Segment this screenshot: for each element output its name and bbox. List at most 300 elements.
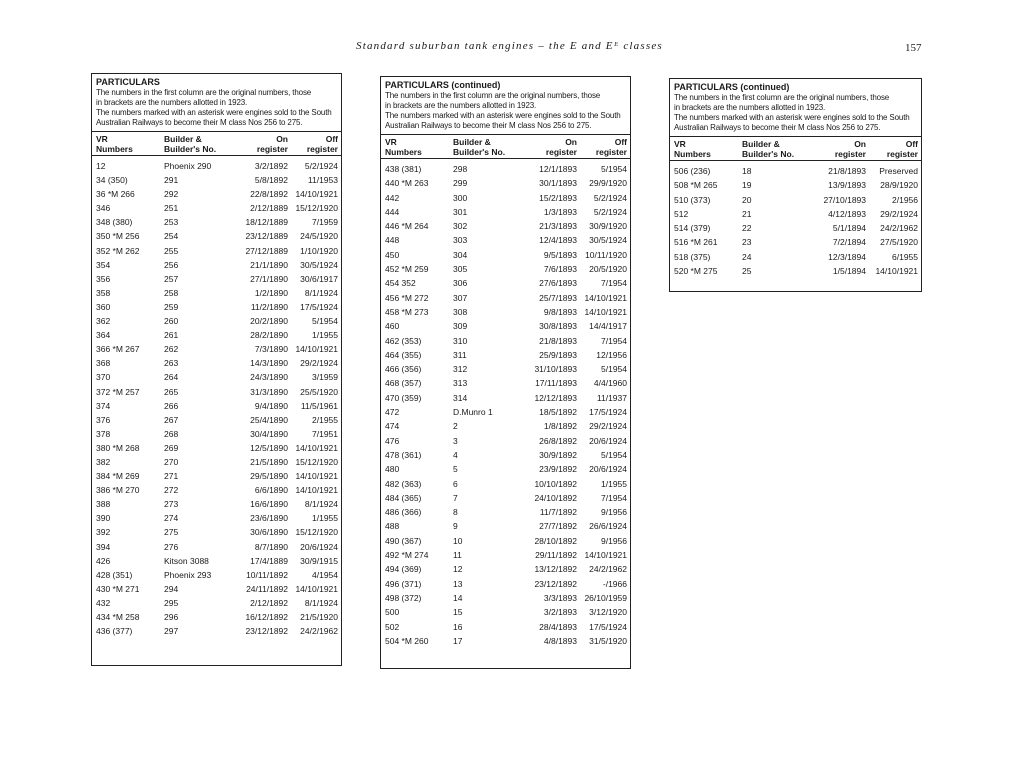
cell-off-register: 14/10/1921 (295, 583, 338, 594)
cell-builder-no: 305 (453, 264, 468, 275)
particulars-panel-2 (380, 76, 631, 669)
table-row (381, 491, 630, 505)
cell-off-register: 7/1951 (312, 428, 338, 439)
cell-on-register: 21/8/1893 (539, 335, 577, 346)
cell-builder-no: 308 (453, 306, 468, 317)
cell-builder-no: 13 (453, 578, 463, 589)
cell-on-register: 27/1/1890 (250, 273, 288, 284)
cell-on-register: 21/3/1893 (539, 221, 577, 232)
cell-builder-no: 17 (453, 635, 463, 646)
cell-builder-no: 253 (164, 217, 179, 228)
cell-on-register: 21/8/1893 (828, 166, 866, 176)
table-row (92, 201, 341, 215)
cell-vr-number: 364 (96, 330, 111, 341)
cell-on-register: 12/12/1893 (534, 392, 577, 403)
cell-on-register: 23/9/1892 (539, 464, 577, 475)
cell-on-register: 23/6/1890 (250, 513, 288, 524)
cell-on-register: 15/2/1893 (539, 192, 577, 203)
cell-off-register: 5/2/1924 (593, 206, 627, 217)
cell-off-register: 1/1955 (312, 330, 338, 341)
table-row (381, 305, 630, 319)
cell-builder-no: 271 (164, 471, 179, 482)
cell-builder-no: 270 (164, 456, 179, 467)
cell-vr-number: 34 (350) (96, 175, 128, 186)
cell-builder-no: 313 (453, 378, 468, 389)
note-line: The numbers in the first column are the original numbers, those (674, 93, 890, 102)
running-head: Standard suburban tank engines – the E and Eᴱ classes (356, 40, 663, 52)
cell-off-register: 2/1956 (892, 194, 918, 205)
cell-on-register: 29/11/1892 (535, 550, 577, 561)
cell-builder-no: 264 (164, 372, 179, 383)
cell-vr-number: 454 352 (385, 278, 416, 289)
cell-builder-no: 309 (453, 321, 468, 332)
cell-on-register: 14/3/1890 (250, 358, 288, 369)
table-row (381, 391, 630, 405)
cell-vr-number: 478 (361) (385, 449, 422, 460)
note-line: The numbers marked with an asterisk were engines sold to the South (96, 108, 332, 117)
cell-vr-number: 506 (236) (674, 166, 711, 176)
cell-builder-no: 269 (164, 442, 179, 453)
cell-builder-no: 275 (164, 527, 179, 538)
table-row (92, 229, 341, 243)
col-off-register: Off register (595, 137, 627, 157)
table-row (92, 314, 341, 328)
cell-off-register: 9/1956 (601, 507, 627, 518)
panel-header (670, 79, 921, 137)
cell-off-register: 7/1954 (601, 278, 627, 289)
cell-off-register: 15/12/1920 (295, 456, 338, 467)
cell-vr-number: 512 (674, 208, 689, 219)
cell-vr-number: 494 (369) (385, 564, 422, 575)
cell-on-register: 27/6/1893 (539, 278, 577, 289)
cell-off-register: 11/1937 (596, 392, 627, 403)
cell-on-register: 17/4/1889 (250, 555, 288, 566)
cell-vr-number: 508 *M 265 (674, 180, 718, 191)
table-row (92, 582, 341, 596)
cell-on-register: 1/2/1890 (254, 287, 288, 298)
cell-on-register: 1/3/1893 (543, 206, 577, 217)
cell-off-register: 15/12/1920 (295, 527, 338, 538)
cell-off-register: 14/10/1921 (295, 442, 338, 453)
table-body (381, 159, 630, 648)
cell-off-register: 17/5/1924 (589, 407, 627, 418)
cell-vr-number: 390 (96, 513, 111, 524)
col-vr-numbers: VR Numbers (385, 137, 422, 157)
cell-vr-number: 380 *M 268 (96, 442, 140, 453)
cell-builder-no: 5 (453, 464, 458, 475)
table-row (92, 399, 341, 413)
cell-vr-number: 472 (385, 407, 400, 418)
cell-on-register: 30/6/1890 (250, 527, 288, 538)
cell-off-register: 30/9/1915 (300, 555, 338, 566)
cell-vr-number: 430 *M 271 (96, 583, 140, 594)
cell-on-register: 28/10/1892 (534, 535, 577, 546)
cell-off-register: 7/1954 (601, 492, 627, 503)
cell-vr-number: 432 (96, 597, 111, 608)
cell-builder-no: 8 (453, 507, 458, 518)
cell-on-register: 8/7/1890 (254, 541, 288, 552)
cell-vr-number: 520 *M 275 (674, 266, 718, 277)
cell-off-register: 24/5/1920 (300, 231, 338, 242)
table-row (92, 215, 341, 229)
cell-vr-number: 464 (355) (385, 349, 422, 360)
cell-on-register: 23/12/1892 (534, 578, 577, 589)
cell-builder-no: 11 (453, 550, 462, 561)
cell-on-register: 21/5/1890 (250, 456, 288, 467)
cell-off-register: 29/2/1924 (589, 421, 627, 432)
cell-vr-number: 36 *M 266 (96, 189, 135, 200)
cell-builder-no: 311 (453, 349, 467, 360)
cell-builder-no: 301 (453, 206, 468, 217)
cell-builder-no: 267 (164, 414, 179, 425)
cell-on-register: 2/12/1892 (250, 597, 288, 608)
cell-builder-no: Kitson 3088 (164, 555, 209, 566)
cell-on-register: 12/3/1894 (828, 251, 866, 262)
cell-builder-no: 25 (742, 266, 752, 277)
cell-builder-no: 295 (164, 597, 179, 608)
table-row (381, 334, 630, 348)
cell-on-register: 28/4/1893 (539, 621, 577, 632)
cell-vr-number: 350 *M 256 (96, 231, 140, 242)
note-line: The numbers marked with an asterisk were engines sold to the South (674, 113, 910, 122)
cell-on-register: 1/5/1894 (832, 266, 866, 277)
cell-builder-no: 294 (164, 583, 179, 594)
cell-off-register: 30/9/1920 (589, 221, 627, 232)
cell-on-register: 18/12/1889 (245, 217, 288, 228)
cell-vr-number: 392 (96, 527, 111, 538)
table-row (381, 291, 630, 305)
col-builder: Builder & Builder's No. (164, 134, 217, 154)
cell-on-register: 12/5/1890 (250, 442, 288, 453)
cell-builder-no: 18 (742, 166, 752, 176)
cell-builder-no: 254 (164, 231, 179, 242)
table-row (381, 205, 630, 219)
table-row (381, 562, 630, 576)
cell-builder-no: 9 (453, 521, 458, 532)
cell-on-register: 31/3/1890 (250, 386, 288, 397)
cell-builder-no: 300 (453, 192, 468, 203)
cell-off-register: 1/1955 (312, 513, 338, 524)
cell-off-register: 29/2/1924 (300, 358, 338, 369)
cell-on-register: 2/12/1889 (250, 203, 288, 214)
table-body (92, 156, 341, 638)
cell-off-register: 14/10/1921 (875, 266, 918, 277)
cell-builder-no: 263 (164, 358, 179, 369)
cell-vr-number: 354 (96, 259, 111, 270)
cell-off-register: 14/4/1917 (589, 321, 627, 332)
table-row (92, 455, 341, 469)
cell-on-register: 17/11/1893 (535, 378, 577, 389)
cell-on-register: 25/4/1890 (250, 414, 288, 425)
cell-off-register: 17/5/1924 (589, 621, 627, 632)
cell-vr-number: 12 (96, 161, 106, 171)
cell-off-register: 5/1954 (312, 316, 338, 327)
cell-off-register: 9/1956 (601, 535, 627, 546)
cell-on-register: 25/7/1893 (539, 292, 577, 303)
cell-off-register: 15/12/1920 (295, 203, 338, 214)
cell-off-register: 8/1/1924 (304, 499, 338, 510)
cell-off-register: 5/2/1924 (593, 192, 627, 203)
table-row (92, 328, 341, 342)
cell-vr-number: 376 (96, 414, 111, 425)
cell-off-register: 14/10/1921 (295, 485, 338, 496)
table-row (381, 605, 630, 619)
table-row (92, 244, 341, 258)
cell-off-register: 30/6/1917 (300, 273, 338, 284)
cell-on-register: 3/3/1893 (543, 592, 577, 603)
table-row (381, 405, 630, 419)
table-row (92, 187, 341, 201)
table-row (92, 159, 341, 173)
cell-builder-no: 16 (453, 621, 463, 632)
cell-builder-no: 15 (453, 607, 463, 618)
cell-vr-number: 438 (381) (385, 164, 422, 174)
cell-builder-no: 2 (453, 421, 458, 432)
cell-on-register: 29/5/1890 (250, 471, 288, 482)
cell-on-register: 7/6/1893 (543, 264, 577, 275)
cell-vr-number: 462 (353) (385, 335, 422, 346)
table-row (92, 342, 341, 356)
cell-off-register: 26/10/1959 (584, 592, 627, 603)
cell-on-register: 7/3/1890 (254, 344, 288, 355)
cell-builder-no: 312 (453, 364, 468, 375)
cell-vr-number: 504 *M 260 (385, 635, 429, 646)
cell-off-register: -/1966 (602, 578, 627, 589)
cell-builder-no: 262 (164, 344, 179, 355)
cell-builder-no: 274 (164, 513, 179, 524)
cell-builder-no: 256 (164, 259, 179, 270)
cell-on-register: 28/2/1890 (250, 330, 288, 341)
cell-off-register: 11/5/1961 (300, 400, 338, 411)
cell-builder-no: 299 (453, 178, 468, 189)
table-body (670, 161, 921, 278)
cell-on-register: 4/12/1893 (828, 208, 866, 219)
panel-header (381, 77, 630, 135)
cell-vr-number: 372 *M 257 (96, 386, 140, 397)
table-row (92, 511, 341, 525)
cell-vr-number: 394 (96, 541, 111, 552)
cell-off-register: 24/2/1962 (300, 626, 338, 637)
cell-builder-no: 258 (164, 287, 179, 298)
panel-title: PARTICULARS (96, 77, 160, 87)
table-row (92, 624, 341, 638)
table-row (670, 221, 921, 235)
cell-builder-no: 268 (164, 428, 179, 439)
cell-vr-number: 382 (96, 456, 111, 467)
cell-on-register: 7/2/1894 (832, 237, 866, 248)
cell-vr-number: 500 (385, 607, 400, 618)
cell-builder-no: 297 (164, 626, 179, 637)
cell-vr-number: 368 (96, 358, 111, 369)
cell-off-register: 1/1955 (601, 478, 627, 489)
note-line: The numbers in the first column are the original numbers, those (96, 88, 312, 97)
cell-on-register: 30/4/1890 (250, 428, 288, 439)
table-row (381, 219, 630, 233)
cell-off-register: 6/1955 (892, 251, 918, 262)
cell-on-register: 5/1/1894 (832, 223, 866, 234)
cell-vr-number: 480 (385, 464, 400, 475)
cell-vr-number: 486 (366) (385, 507, 422, 518)
cell-on-register: 13/12/1892 (534, 564, 577, 575)
cell-builder-no: Phoenix 293 (164, 569, 212, 580)
table-row (381, 419, 630, 433)
cell-vr-number: 496 (371) (385, 578, 422, 589)
table-row (92, 356, 341, 370)
cell-on-register: 11/2/1890 (250, 301, 288, 312)
table-row (92, 258, 341, 272)
table-row (92, 427, 341, 441)
table-row (381, 634, 630, 648)
table-row (92, 370, 341, 384)
col-on-register: On register (545, 137, 577, 157)
table-row (381, 620, 630, 634)
cell-off-register: 20/6/1924 (589, 435, 627, 446)
table-row (381, 477, 630, 491)
cell-vr-number: 386 *M 270 (96, 485, 140, 496)
cell-builder-no: 296 (164, 612, 179, 622)
cell-on-register: 27/7/1892 (539, 521, 577, 532)
cell-off-register: 20/6/1924 (589, 464, 627, 475)
cell-builder-no: 20 (742, 194, 752, 205)
cell-on-register: 4/8/1893 (543, 635, 577, 646)
cell-on-register: 9/5/1893 (543, 249, 577, 260)
cell-vr-number: 514 (379) (674, 223, 711, 234)
cell-builder-no: 307 (453, 292, 468, 303)
table-row (670, 250, 921, 264)
cell-vr-number: 460 (385, 321, 400, 332)
cell-off-register: 14/10/1921 (584, 292, 627, 303)
table-row (381, 519, 630, 533)
cell-off-register: 7/1959 (312, 217, 338, 228)
table-row (381, 348, 630, 362)
cell-off-register: 5/2/1924 (304, 161, 338, 171)
col-on-register: On register (256, 134, 288, 154)
table-row (92, 568, 341, 582)
table-row (381, 577, 630, 591)
cell-off-register: 26/6/1924 (589, 521, 627, 532)
table-row (381, 434, 630, 448)
cell-vr-number: 366 *M 267 (96, 344, 140, 355)
col-vr-numbers: VR Numbers (96, 134, 133, 154)
cell-off-register: 17/5/1924 (300, 301, 338, 312)
cell-on-register: 10/11/1892 (246, 569, 288, 580)
table-row (670, 178, 921, 192)
table-row (381, 534, 630, 548)
cell-on-register: 16/6/1890 (250, 499, 288, 510)
cell-builder-no: 12 (453, 564, 463, 575)
cell-vr-number: 474 (385, 421, 400, 432)
cell-off-register: 11/1953 (307, 175, 338, 186)
note-line: in brackets are the numbers allotted in 1923. (385, 101, 537, 110)
col-off-register: Off register (306, 134, 338, 154)
table-row (92, 596, 341, 610)
table-row (92, 173, 341, 187)
cell-builder-no: 291 (164, 175, 179, 186)
cell-on-register: 27/10/1893 (823, 194, 866, 205)
cell-off-register: 20/5/1920 (589, 264, 627, 275)
cell-on-register: 10/10/1892 (534, 478, 577, 489)
cell-on-register: 12/4/1893 (539, 235, 577, 246)
cell-builder-no: 276 (164, 541, 179, 552)
cell-off-register: 14/10/1921 (584, 550, 627, 561)
cell-vr-number: 458 *M 273 (385, 306, 429, 317)
cell-vr-number: 484 (365) (385, 492, 422, 503)
cell-off-register: 30/5/1924 (589, 235, 627, 246)
table-row (381, 276, 630, 290)
cell-vr-number: 370 (96, 372, 111, 383)
cell-vr-number: 428 (351) (96, 569, 133, 580)
cell-on-register: 31/10/1893 (534, 364, 577, 375)
table-row (381, 548, 630, 562)
cell-vr-number: 452 *M 259 (385, 264, 429, 275)
cell-on-register: 3/2/1893 (543, 607, 577, 618)
cell-builder-no: 273 (164, 499, 179, 510)
table-row (381, 448, 630, 462)
col-vr-numbers: VR Numbers (674, 139, 711, 159)
cell-builder-no: 251 (164, 203, 179, 214)
cell-off-register: 3/12/1920 (589, 607, 627, 618)
cell-vr-number: 450 (385, 249, 400, 260)
cell-off-register: 8/1/1924 (304, 287, 338, 298)
cell-builder-no: 292 (164, 189, 179, 200)
cell-builder-no: 259 (164, 301, 179, 312)
cell-builder-no: 6 (453, 478, 458, 489)
page-number: 157 (905, 42, 922, 54)
cell-vr-number: 440 *M 263 (385, 178, 429, 189)
table-row (381, 233, 630, 247)
cell-vr-number: 358 (96, 287, 111, 298)
cell-vr-number: 374 (96, 400, 111, 411)
cell-off-register: 29/9/1920 (589, 178, 627, 189)
cell-builder-no: 272 (164, 485, 179, 496)
table-row (381, 376, 630, 390)
cell-off-register: 14/10/1921 (295, 344, 338, 355)
cell-vr-number: 378 (96, 428, 111, 439)
cell-on-register: 5/8/1892 (254, 175, 288, 186)
cell-builder-no: 10 (453, 535, 463, 546)
cell-on-register: 24/10/1892 (534, 492, 577, 503)
table-row (92, 554, 341, 568)
cell-vr-number: 502 (385, 621, 400, 632)
cell-builder-no: 306 (453, 278, 468, 289)
note-line: in brackets are the numbers allotted in 1923. (96, 98, 248, 107)
cell-vr-number: 346 (96, 203, 111, 214)
cell-on-register: 16/12/1892 (245, 612, 288, 622)
cell-vr-number: 488 (385, 521, 400, 532)
cell-builder-no: 310 (453, 335, 468, 346)
cell-builder-no: 261 (164, 330, 179, 341)
cell-vr-number: 348 (380) (96, 217, 133, 228)
cell-builder-no: 255 (164, 245, 179, 256)
panel-header (92, 74, 341, 132)
cell-builder-no: 3 (453, 435, 458, 446)
column-headers (670, 137, 921, 161)
cell-on-register: 26/8/1892 (539, 435, 577, 446)
cell-off-register: 31/5/1920 (589, 635, 627, 646)
cell-on-register: 30/8/1893 (539, 321, 577, 332)
panel-title: PARTICULARS (continued) (385, 80, 501, 90)
cell-builder-no: 303 (453, 235, 468, 246)
table-row (381, 176, 630, 190)
table-row (670, 193, 921, 207)
cell-vr-number: 436 (377) (96, 626, 133, 637)
col-on-register: On register (834, 139, 866, 159)
cell-builder-no: 314 (453, 392, 468, 403)
cell-off-register: 5/1954 (601, 449, 627, 460)
cell-on-register: 30/9/1892 (539, 449, 577, 460)
panel-title: PARTICULARS (continued) (674, 82, 790, 92)
table-row (92, 286, 341, 300)
